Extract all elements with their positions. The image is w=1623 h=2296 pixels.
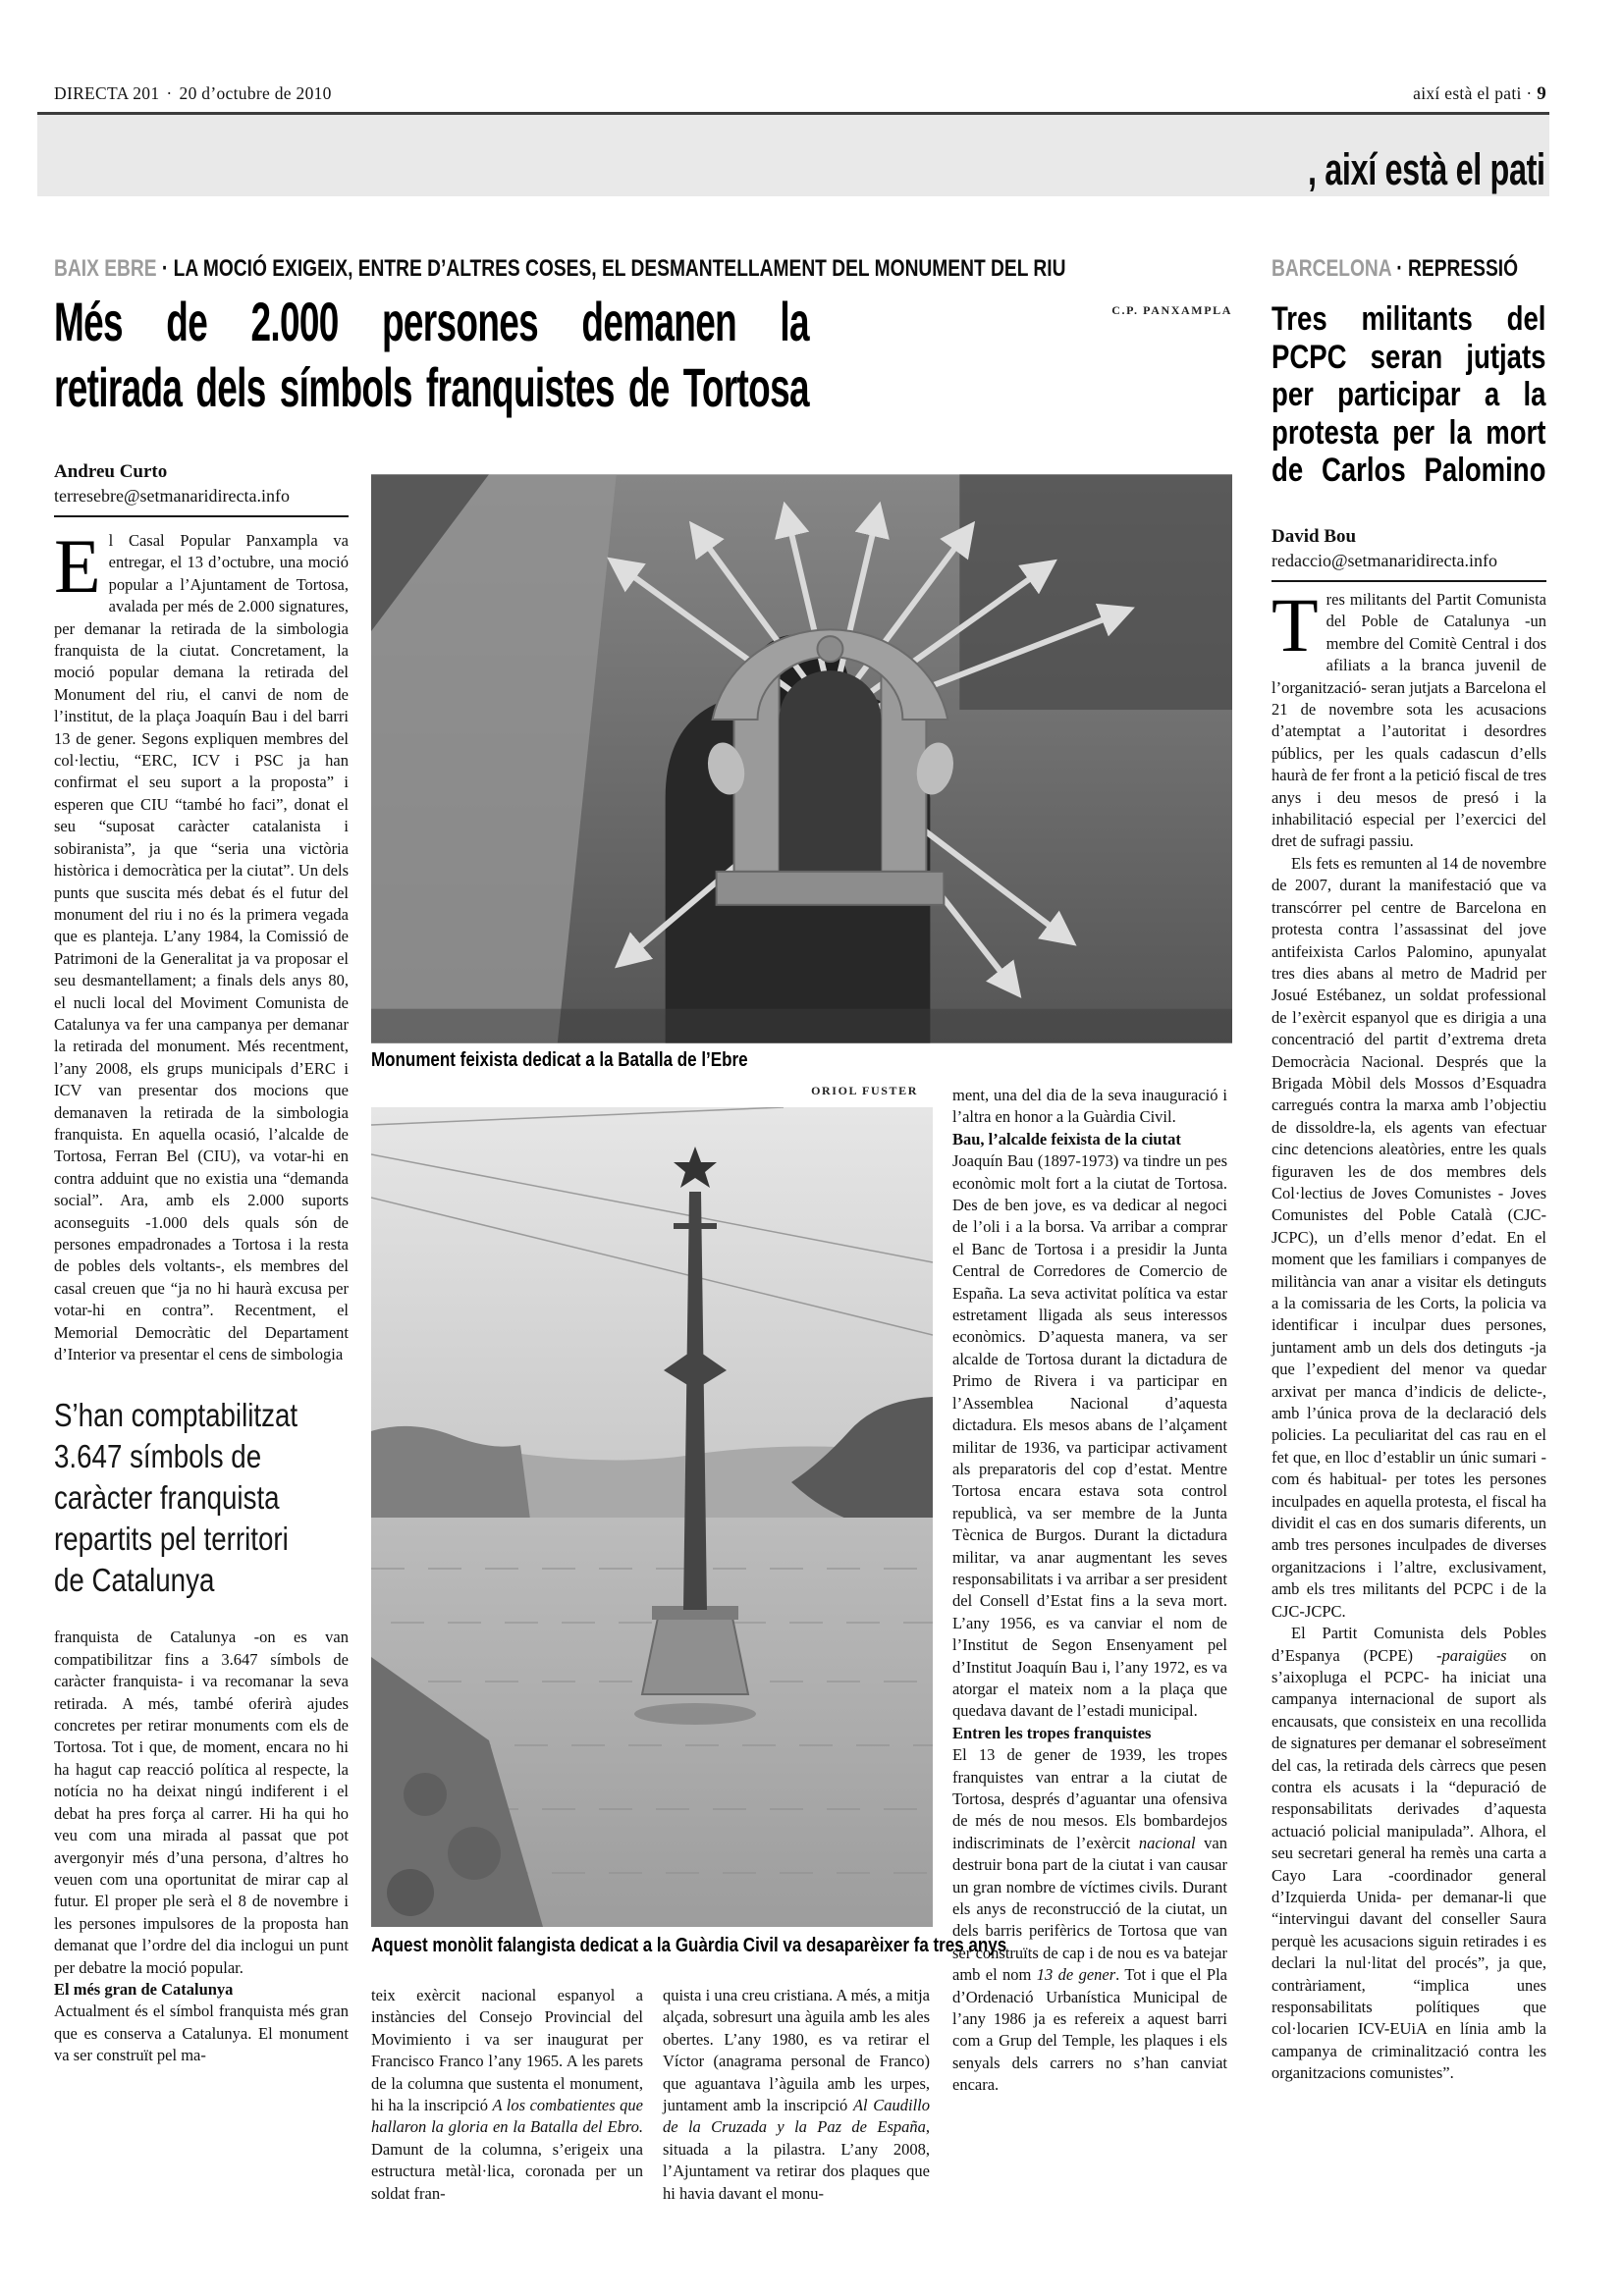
subhead: El més gran de Catalunya (54, 1979, 234, 1999)
byline-secondary (1271, 524, 1546, 582)
byline-main (54, 459, 349, 517)
body-paragraph: Joaquín Bau (1897-1973) va tindre un pes econòmic molt fort a la ciutat de Tortosa. Des de ben jove, es va dedicar al negoci de l’oli i a la borsa. Va arribar a comprar el Banc de Tortosa i a presidir la Junta Central de Corredores de Comercio de España. La seva activitat política va estar estretament lligada als seus interessos econòmics. D’aquesta manera, va ser alcalde de Tortosa durant la dictadura de Primo de Rivera i va participar en l’Assemblea Nacional d’aquesta dictadura. Els mesos abans de l’alçament militar de 1936, va participar activament als preparatoris del cop d’estat. Mentre Tortosa encara estava sota control republicà, va ser membre de la Junta Tècnica de Burgos. Durant la dictadura militar, va anar augmentant les seves responsabilitats i va arribar a ser president del Consell d’Estat fins a la seva mort. L’any 1956, es va canviar el nom de l’Institut de Segon Ensenyament pel d’Institut Joaquín Bau i, l’any 1972, es va atorgar el mateix nom a la plaça que quedava davant de l’estadi municipal. (952, 1151, 1227, 1721)
body-paragraph: ment, una del dia de la seva inauguració i l’altra en honor a la Guàrdia Civil. (952, 1086, 1227, 1127)
body-paragraph (1271, 582, 1546, 853)
subhead: Bau, l’alcalde feixista de la ciutat (952, 1129, 1181, 1148)
section-banner (37, 115, 1549, 196)
secondary-kicker-separator: · (1396, 255, 1403, 282)
main-kicker (54, 255, 1319, 283)
masthead-issue: DIRECTA 201 (54, 83, 160, 103)
body-paragraph: quista i una creu cristiana. A més, a mitja alçada, sobresurt una àguila amb les ales obertes. L’any 1980, es va retirar el Víctor (anagrama personal de Franco) que aguantava l’àguila amb les urpes, juntament amb la inscripció Al Caudillo de la Cruzada y la Paz de España, situada a la pilastra. L’any 2008, l’Ajuntament va retirar dos plaques que hi havia davant el monu- (663, 1986, 930, 2203)
pull-quote-line: 3.647 símbols de (54, 1438, 262, 1475)
main-headline-line: retirada dels símbols franquistes de Tortosa (54, 356, 809, 418)
author-email: terresebre@setmanaridirecta.info (54, 486, 290, 506)
main-headline-line: Més de 2.000 persones demanen la (54, 291, 809, 352)
page-number: 9 (1537, 83, 1546, 104)
body-paragraph: franquista de Catalunya -on es van compatibilitzar fins a 3.647 símbols de caràcter franquista- i va recomanar la seva retirada. A més, també oferirà ajudes concretes per retirar monuments com els de Tortosa. Tot i que, de moment, encara no hi ha hagut cap reacció política al respecte, la notícia no ha deixat ningú indiferent i el debat ha pres força al carrer. Hi ha qui ho veu com una mirada al passat que pot avergonyir més d’una persona, d’altres ho veuen com una oportunitat de mirar cap al futur. El proper ple serà el 8 de novembre i les persones impulsores de la proposta han demanat que l’ordre del dia inclogui un punt per debatre la moció popular. (54, 1628, 349, 1977)
photo1-credit: C.P. PANXAMPLA (1111, 303, 1232, 317)
body-paragraph: teix exèrcit nacional espanyol a instàncies del Consejo Provincial del Movimiento i va ser inaugurat per Francisco Franco l’any 1965. A les parets de la columna que sustenta el monument, hi ha la inscripció A los combatientes que hallaron la gloria en la Batalla del Ebro. Damunt de la columna, s’erigeix una estructura metàl·lica, coronada per un soldat fran- (371, 1986, 644, 2203)
body-paragraph: El 13 de gener de 1939, les tropes franquistes van entrar a la ciutat de Tortosa, després d’aguantar una ofensiva de més de nou mesos. Els bombardejos indiscriminats de l’exèrcit nacional van destruir bona part de la ciutat i van causar un gran nombre de víctimes civils. Durant els anys de reconstrucció de la ciutat, un dels barris perifèrics de Tortosa que van ser construïts de cap i de nou es va batejar amb el nom 13 de gener. Tot i que el Pla d’Ordenació Urbanística Municipal de l’any 1986 ja es refereix a aquest barri com a Grup del Temple, les plaques i els senyals dels carrers no s’han canviat encara. (952, 1745, 1227, 2095)
photo-river-monolith (371, 1107, 933, 1927)
byline-rule (54, 515, 349, 517)
secondary-headline-line: protesta per la mort (1271, 413, 1546, 452)
author-name: Andreu Curto (54, 461, 168, 482)
body-paragraph: Els fets es remunten al 14 de novembre de 2007, durant la manifestació que va transcórrer pel centre de Barcelona en protesta contra l’assassinat del jove antifeixista Carlos Palomino, apunyalat tres dies abans al metro de Madrid per Josué Estébanez, un soldat professional de l’exèrcit espanyol que es dirigia a una concentració del partit d’extrema dreta Democràcia Nacional. Després que la Brigada Mòbil dels Mossos d’Esquadra carregués contra la marxa amb l’objectiu de dissoldre-la, els agents van efectuar cinc detencions aleatòries, entre les quals figuraven les de dos membres dels Col·lectius de Joves Comunistes - Joves Comunistes del Poble Català (CJC-JCPC), un d’ells menor d’edat. En el moment que les familiars i companyes de militància van anar a visitar els detinguts a la comissaria de les Corts, la policia va identificar i inculpar dues persones, juntament amb un dels dos detinguts -ja que l’expedient del menor va quedar arxivat per manca d’indicis de delicte-, amb l’única prova de la declaració dels policies. La peculiaritat del cas rau en el fet que, en lloc d’establir un únic sumari -com és habitual- per totes les persones inculpades en aquella protesta, el fiscal ha dividit el cas en dos sumaris diferents, un amb tres persones inculpades de diverses organitzacions i l’altre, exclusivament, amb els tres militants del PCPC i de la CJC-JCPC. (1271, 853, 1546, 1621)
main-article-column-1 (54, 523, 349, 2067)
drop-cap: E (54, 523, 101, 609)
body-paragraph: Actualment és el símbol franquista més gran que es conserva a Catalunya. El monument va ser construït pel ma- (54, 2002, 349, 2065)
secondary-kicker-location: BARCELONA (1271, 255, 1391, 282)
photo2-credit: ORIOL FUSTER (811, 1084, 918, 1097)
body-text: res militants del Partit Comunista del Poble de Catalunya -un membre del Comitè Central i dos afiliats a la branca juvenil de l’organització- seran jutjats a Barcelona el 21 de novembre sota les acusacions d’atemptat a l’autoritat i desordres públics, per les quals cadascun d’ells haurà de fer front a la petició fiscal de tres anys i deu mesos de presó i la inhabilitació especial per l’exercici del dret de sufragi passiu. (1271, 590, 1546, 851)
main-article-column-a (371, 1985, 643, 2205)
masthead-left (54, 82, 332, 104)
main-article-column-3 (952, 1085, 1227, 2097)
secondary-headline-line: PCPC seran jutjats (1271, 338, 1546, 376)
pull-quote-line: S’han comptabilitzat (54, 1397, 298, 1434)
secondary-kicker-text: REPRESSIÓ (1408, 255, 1519, 282)
pull-quote-line: repartits pel territori (54, 1521, 289, 1558)
secondary-article-column (1271, 582, 1546, 2085)
secondary-headline-line: Tres militants del (1271, 300, 1546, 338)
pull-quote-line: de Catalunya (54, 1562, 215, 1599)
author-name: David Bou (1271, 526, 1357, 547)
pull-quote (54, 1395, 351, 1601)
masthead-date: 20 d’octubre de 2010 (179, 83, 332, 103)
secondary-kicker (1271, 255, 1580, 283)
body-paragraph: El Partit Comunista dels Pobles d’Espanya (PCPE) -paraigües on s’aixopluga el PCPC- ha iniciat una campanya internacional de suport als encausats, que consisteix en una recollida de signatures per demanar el sobreseïment del cas, la retirada dels càrrecs que pesen contra els acusats i la “depuració de responsabilitats derivades d’aquesta actuació policial manipulada”. Alhora, el seu secretari general ha remès una carta a Cayo Lara -coordinador general d’Izquierda Unida- per demanar-li que “intervingui davant del conseller Saura perquè les acusacions siguin retirades i es declari la nul·litat del procés”, ja que, contràriament, “implica unes responsabilitats polítiques que col·locarien ICV-EUiA en línia amb la campanya de criminalització contra les organitzacions comunistes”. (1271, 1624, 1546, 2083)
body-text: l Casal Popular Panxampla va entregar, el 13 d’octubre, una moció popular a l’Ajuntament de Tortosa, avalada per més de 2.000 signatures, per demanar la retirada de la simbologia franquista de la ciutat. Concretament, la moció popular demana la retirada del Monument del riu, el canvi de nom de l’institut, de la plaça Joaquín Bau i del barri 13 de gener. Segons expliquen membres del col·lectiu, “ERC, ICV i PSC ja han confirmat el seu suport a la proposta” i esperen que CIU “també ho faci”, donat el seu “suposat caràcter catalanista i sobiranista”, ja que “seria una victòria històrica i democràtica per la ciutat”. Un dels punts que suscita més debat és el futur del monument del riu i no és la primera vegada que es planteja. L’any 1984, la Comissió de Patrimoni de la Generalitat ja va proposar el seu desmantellament; a finals dels anys 80, el nucli local del Moviment Comunista de Catalunya va fer una campanya per demanar la retirada del monument. Més recentment, l’any 2008, els grups municipals d’ERC i ICV van presentar dos mocions que demanaven la retirada de la simbologia franquista. En aquella ocasió, l’alcalde de Tortosa, Ferran Bel (CIU), va votar-hi en contra adduint que no existia una “demanda social”. Ara, amb els 2.000 suports aconseguits -1.000 dels quals són de persones empadronades a Tortosa i la resta de pobles dels voltants-, els membres del casal creuen que “ja no hi haurà excusa per votar-hi en contra”. Recentment, el Memorial Democràtic del Departament d’Interior va presentar el cens de simbologia (54, 531, 349, 1364)
secondary-headline (1271, 300, 1610, 490)
secondary-headline-line: de Carlos Palomino (1271, 452, 1546, 489)
body-paragraph (54, 523, 349, 1365)
subhead: Entren les tropes franquistes (952, 1723, 1152, 1742)
photo1-caption: Monument feixista dedicat a la Batalla de l’Ebre (371, 1049, 748, 1071)
main-kicker-text: LA MOCIÓ EXIGEIX, ENTRE D’ALTRES COSES, EL DESMANTELLAMENT DEL MONUMENT DEL RIU (173, 255, 1066, 282)
section-banner-title: , així està el pati (1308, 144, 1545, 194)
secondary-headline-line: per participar a la (1271, 376, 1546, 413)
photo2-caption: Aquest monòlit falangista dedicat a la Guàrdia Civil va desaparèixer fa tres anys (371, 1935, 1007, 1956)
drop-cap: T (1271, 582, 1319, 667)
folio-section: així està el pati · (1413, 83, 1533, 103)
main-kicker-separator: · (161, 255, 169, 282)
photo1-caption-row (371, 1048, 814, 1072)
masthead-separator: · (166, 83, 173, 103)
pull-quote-line: caràcter franquista (54, 1479, 280, 1517)
masthead-right (1413, 82, 1546, 105)
main-kicker-location: BAIX EBRE (54, 255, 157, 282)
author-email: redaccio@setmanaridirecta.info (1271, 551, 1497, 570)
main-article-column-b (663, 1985, 930, 2205)
photo-monument-arch (371, 474, 1232, 1043)
